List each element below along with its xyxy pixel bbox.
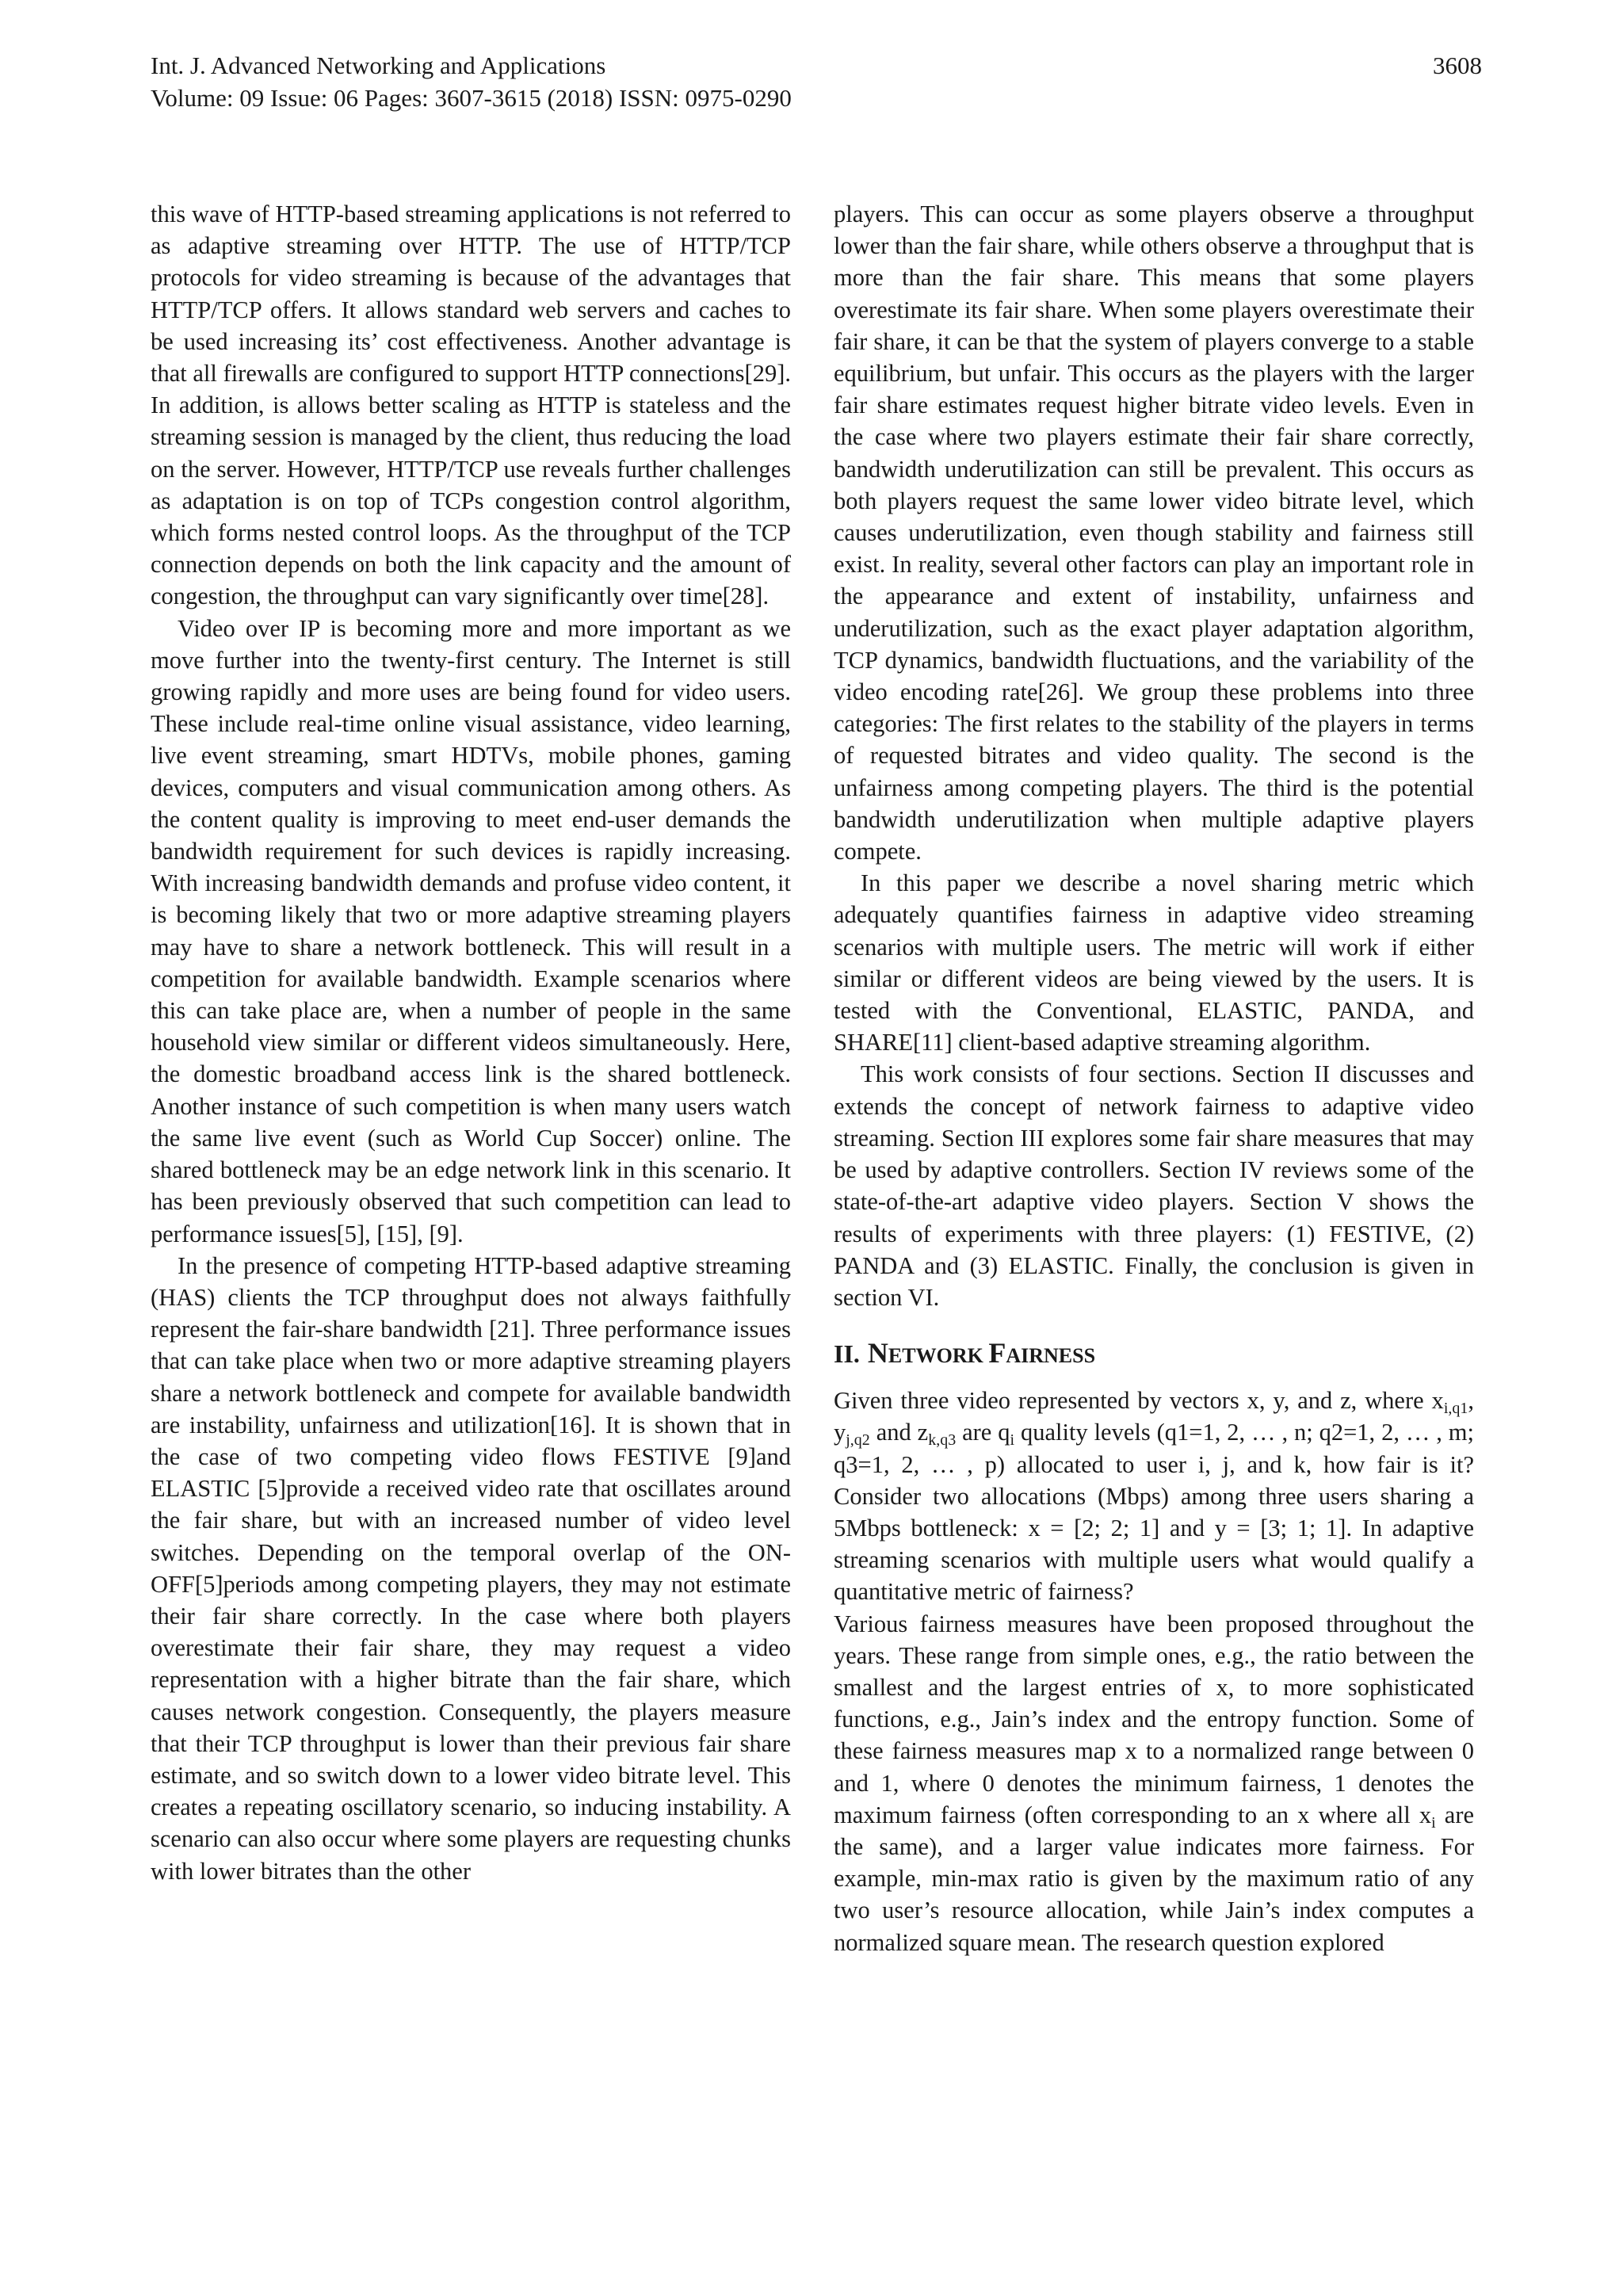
text-run: are q xyxy=(956,1419,1010,1446)
paragraph: This work consists of four sections. Section II discusses and extends the concept of network fairness to adaptive video streaming. Section III explores some fair share measures that may be used by adaptive controllers. Section IV reviews some of the state-of-the-art adaptive video players. Section V shows the results of experiments with three players: (1) FESTIVE, (2) PANDA and (3) ELASTIC. Finally, the conclusion is given in section VI. xyxy=(834,1060,1474,1311)
paragraph xyxy=(834,1385,1474,1607)
running-header xyxy=(151,49,1482,114)
text-run: Various fairness measures have been proposed throughout the years. These range from simple ones, e.g., the ratio between the smallest and the largest entries of x, to more sophisticated functions, e.g., Jain’s index and the entropy function. Some of these fairness measures map x to a normalized range between 0 and 1, where 0 denotes the minimum fairness, 1 denotes the maximum fairness (often corresponding to an x where all x xyxy=(834,1610,1474,1828)
right-column xyxy=(834,198,1474,1958)
section-title-initial: N xyxy=(867,1337,888,1370)
page-number: 3608 xyxy=(1433,52,1482,79)
journal-volume-info: Volume: 09 Issue: 06 Pages: 3607-3615 (2018) ISSN: 0975-0290 xyxy=(151,84,792,112)
subscript: i,q1 xyxy=(1443,1400,1468,1418)
text-run: and z xyxy=(869,1419,929,1446)
section-title-part: ETWORK xyxy=(888,1344,989,1368)
subscript: j,q2 xyxy=(846,1431,870,1450)
paragraph: players. This can occur as some players observe a throughput lower than the fair share, while others observe a throughput that is more than the fair share. This means that some players overestimate its fair share. When some players overestimate their fair share, it can be that the system of players converge to a stable equilibrium, but unfair. This occurs as the players with the larger fair share estimates request higher bitrate video levels. Even in the case where two players estimate their fair share correctly, bandwidth underutilization can still be prevalent. This occurs as both players request the same lower video bitrate level, which causes underutilization, even though stability and fairness still exist. In reality, several other factors can play an important role in the appearance and extent of instability, unfairness and underutilization, such as the exact player adaptation algorithm, TCP dynamics, bandwidth fluctuations, and the variability of the video encoding rate[26]. We group these problems into three categories: The first relates to the stability of the players in terms of requested bitrates and video quality. The second is the unfairness among competing players. The third is the potential bandwidth underutilization when multiple adaptive players compete. xyxy=(834,201,1475,865)
journal-title: Int. J. Advanced Networking and Applications xyxy=(151,52,606,79)
text-run: Given three video represented by vectors x, y, and z, where x xyxy=(834,1387,1444,1415)
paragraph xyxy=(834,1608,1474,1958)
section-title-part: AIRNESS xyxy=(1006,1344,1096,1368)
subscript: i xyxy=(1431,1813,1436,1832)
section-heading xyxy=(834,1335,1474,1373)
left-column xyxy=(151,198,791,1887)
section-title-initial: F xyxy=(988,1337,1006,1370)
paragraph: In this paper we describe a novel sharing metric which adequately quantifies fairness in adaptive video streaming scenarios with multiple users. The metric will work if either similar or different videos are being viewed by the users. It is tested with the Conventional, ELASTIC, PANDA, and SHARE[11] client-based adaptive streaming algorithm. xyxy=(834,869,1474,1056)
section-number: II. xyxy=(834,1339,860,1369)
text-run: , y xyxy=(834,1387,1474,1446)
subscript: k,q3 xyxy=(928,1431,957,1450)
text-run: are the same), and a larger value indicates more fairness. For example, min-max ratio is given by the maximum ratio of any two user’s resource allocation, while Jain’s index computes a normalized square mean. The research question explored xyxy=(834,1801,1475,1956)
paragraph: In the presence of competing HTTP-based adaptive streaming (HAS) clients the TCP throughput does not always faithfully represent the fair-share bandwidth [21]. Three performance issues that can take place when two or more adaptive streaming players share a network bottleneck and compete for available bandwidth are instability, unfairness and utilization[16]. It is shown that in the case of two competing video flows FESTIVE [9]and ELASTIC [5]provide a received video rate that oscillates around the fair share, but with an increased number of video level switches. Depending on the temporal overlap of the ON-OFF[5]periods among competing players, they may not estimate their fair share correctly. In the case where both players overestimate their fair share, they may request a video representation with a higher bitrate than the fair share, which causes network congestion. Consequently, the players measure that their TCP throughput is lower than their previous fair share estimate, and so switch down to a lower video bitrate level. This creates a repeating oscillatory scenario, so inducing instability. A scenario can also occur where some players are requesting chunks with lower bitrates than the other xyxy=(151,1251,791,1885)
paragraph: Video over IP is becoming more and more important as we move further into the twenty-first century. The Internet is still growing rapidly and more uses are being found for video users. These include real-time online visual assistance, video learning, live event streaming, smart HDTVs, mobile phones, gaming devices, computers and visual communication among others. As the content quality is improving to meet end-user demands the bandwidth requirement for such devices is rapidly increasing. With increasing bandwidth demands and profuse video content, it is becoming likely that two or more adaptive streaming players may have to share a network bottleneck. This will result in a competition for available bandwidth. Example scenarios where this can take place are, when a number of people in the same household view similar or different videos simultaneously. Here, the domestic broadband access link is the shared bottleneck. Another instance of such competition is when many users watch the same live event (such as World Cup Soccer) online. The shared bottleneck may be an edge network link in this scenario. It has been previously observed that such competition can lead to performance issues[5], [15], [9]. xyxy=(151,614,791,1247)
text-run: quality levels (q1=1, 2, … , n; q2=1, 2, … , m; q3=1, 2, … , p) allocated to user i, j, and k, how fair is it? Consider two allocations (Mbps) among three users sharing a 5Mbps bottleneck: x = [2; 2; 1] and y = [3; 1; 1]. In adaptive streaming scenarios with multiple users what would qualify a quantitative metric of fairness? xyxy=(834,1419,1474,1606)
subscript: i xyxy=(1010,1431,1015,1450)
paragraph: this wave of HTTP-based streaming applications is not referred to as adaptive streaming over HTTP. The use of HTTP/TCP protocols for video streaming is because of the advantages that HTTP/TCP offers. It allows standard web servers and caches to be used increasing its’ cost effectiveness. Another advantage is that all firewalls are configured to support HTTP connections[29]. In addition, is allows better scaling as HTTP is stateless and the streaming session is managed by the client, thus reducing the load on the server. However, HTTP/TCP use reveals further challenges as adaptation is on top of TCPs congestion control algorithm, which forms nested control loops. As the throughput of the TCP connection depends on both the link capacity and the amount of congestion, the throughput can vary significantly over time[28]. xyxy=(151,201,791,610)
